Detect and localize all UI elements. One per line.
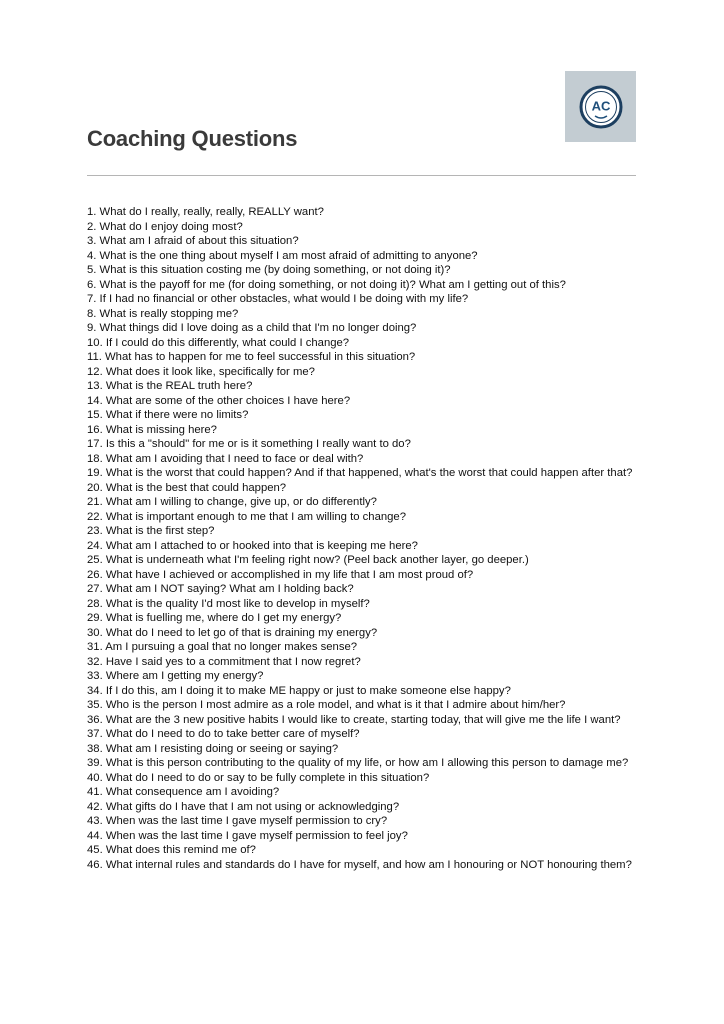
question-item: 6. What is the payoff for me (for doing something, or not doing it)? What am I getting out of this?: [87, 278, 566, 291]
question-item: 38. What am I resisting doing or seeing or saying?: [87, 742, 339, 755]
question-item: 44. When was the last time I gave myself permission to feel joy?: [87, 829, 408, 842]
question-item: 19. What is the worst that could happen? And if that happened, what's the worst that could happen after that?: [87, 467, 633, 479]
question-item: 28. What is the quality I'd most like to develop in myself?: [87, 597, 370, 610]
question-item: 16. What is missing here?: [87, 423, 217, 436]
question-item: 40. What do I need to do or say to be fully complete in this situation?: [87, 771, 430, 784]
question-item: 1. What do I really, really, really, REALLY want?: [87, 206, 324, 218]
question-item: 27. What am I NOT saying? What am I holding back?: [87, 583, 354, 595]
question-item: 41. What consequence am I avoiding?: [87, 786, 280, 798]
question-item: 17. Is this a "should" for me or is it something I really want to do?: [87, 438, 411, 450]
question-item: 43. When was the last time I gave myself permission to cry?: [87, 815, 388, 827]
question-item: 21. What am I willing to change, give up, or do differently?: [87, 496, 377, 508]
question-item: 31. Am I pursuing a goal that no longer makes sense?: [87, 641, 358, 653]
question-item: 22. What is important enough to me that I am willing to change?: [87, 510, 406, 523]
question-item: 15. What if there were no limits?: [87, 409, 249, 421]
question-item: 14. What are some of the other choices I have here?: [87, 394, 351, 407]
question-item: 4. What is the one thing about myself I am most afraid of admitting to anyone?: [87, 249, 478, 262]
title-divider: [87, 175, 636, 176]
question-item: 2. What do I enjoy doing most?: [87, 220, 243, 233]
question-item: 32. Have I said yes to a commitment that I now regret?: [87, 655, 361, 668]
question-item: 11. What has to happen for me to feel successful in this situation?: [87, 351, 416, 363]
question-item: 45. What does this remind me of?: [87, 844, 256, 856]
question-item: 9. What things did I love doing as a child that I'm no longer doing?: [87, 322, 417, 334]
logo: [565, 71, 636, 142]
logo-badge-icon: [579, 85, 623, 129]
question-item: 10. If I could do this differently, what could I change?: [87, 336, 350, 349]
question-item: 46. What internal rules and standards do I have for myself, and how am I honouring or NOT honouring them?: [87, 858, 632, 871]
question-item: 37. What do I need to do to take better care of myself?: [87, 728, 360, 740]
logo-text: AC: [591, 98, 610, 113]
question-item: 5. What is this situation costing me (by doing something, or not doing it)?: [87, 264, 451, 276]
question-item: 36. What are the 3 new positive habits I would like to create, starting today, that will give me the life I want?: [87, 713, 621, 726]
page-title: Coaching Questions: [87, 126, 298, 151]
question-item: 25. What is underneath what I'm feeling right now? (Peel back another layer, go deeper.): [87, 554, 529, 566]
question-item: 13. What is the REAL truth here?: [87, 380, 253, 392]
question-item: 39. What is this person contributing to the quality of my life, or how am I allowing this person to damage me?: [87, 757, 629, 769]
question-item: 12. What does it look like, specifically for me?: [87, 365, 315, 378]
question-item: 3. What am I afraid of about this situation?: [87, 235, 299, 247]
question-item: 8. What is really stopping me?: [87, 307, 239, 320]
question-item: 35. Who is the person I most admire as a role model, and what is it that I admire about him/her?: [87, 699, 566, 711]
question-item: 24. What am I attached to or hooked into that is keeping me here?: [87, 539, 418, 552]
question-list: [87, 205, 636, 872]
question-item: 34. If I do this, am I doing it to make ME happy or just to make someone else happy?: [87, 684, 511, 697]
question-item: 33. Where am I getting my energy?: [87, 670, 264, 682]
question-item: 29. What is fuelling me, where do I get my energy?: [87, 612, 342, 624]
question-item: 20. What is the best that could happen?: [87, 481, 287, 494]
question-item: 30. What do I need to let go of that is draining my energy?: [87, 626, 378, 639]
question-item: 42. What gifts do I have that I am not using or acknowledging?: [87, 800, 400, 813]
question-item: 18. What am I avoiding that I need to face or deal with?: [87, 452, 364, 465]
question-item: 7. If I had no financial or other obstacles, what would I be doing with my life?: [87, 293, 469, 305]
question-item: 23. What is the first step?: [87, 525, 215, 537]
question-item: 26. What have I achieved or accomplished in my life that I am most proud of?: [87, 568, 474, 581]
